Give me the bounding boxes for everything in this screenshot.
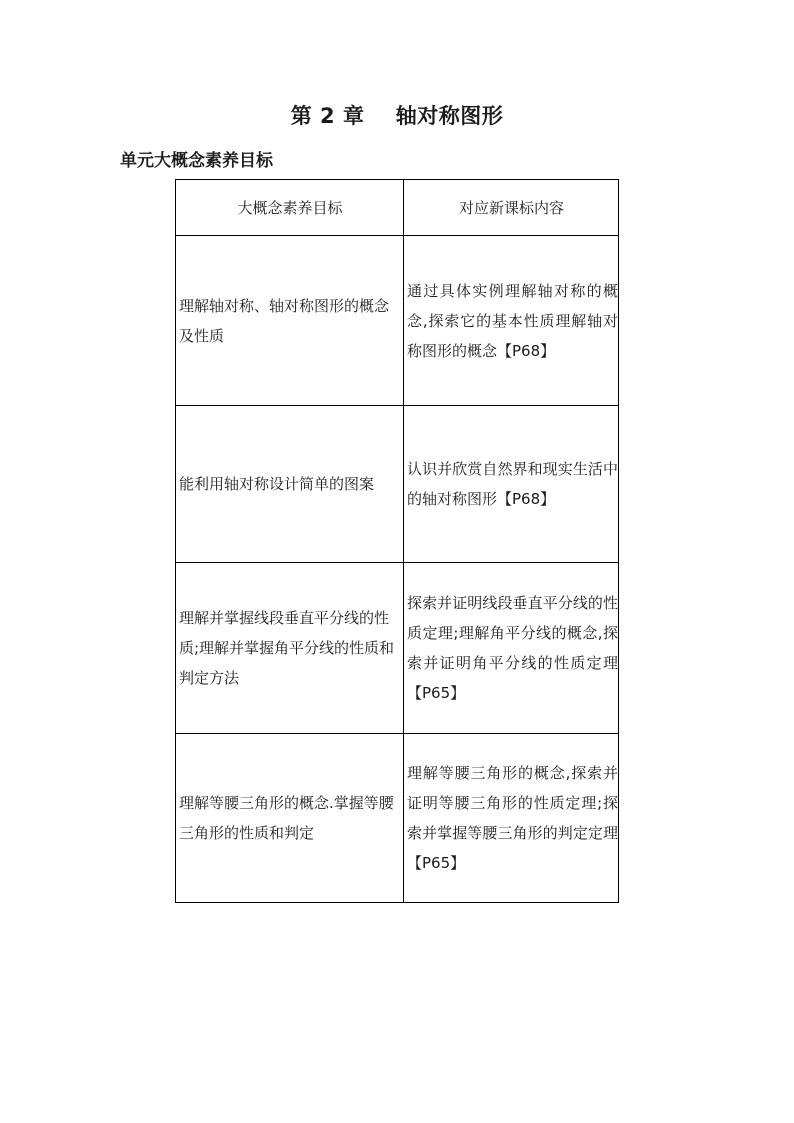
table-row (176, 236, 619, 406)
goals-table (175, 179, 619, 903)
table-row (176, 406, 619, 563)
goal-cell: 理解并掌握线段垂直平分线的性质;理解并掌握角平分线的性质和判定方法 (176, 563, 404, 734)
standard-cell: 通过具体实例理解轴对称的概念,探索它的基本性质理解轴对称图形的概念【P68】 (404, 236, 619, 406)
goal-cell: 理解轴对称、轴对称图形的概念及性质 (176, 236, 404, 406)
table-row (176, 563, 619, 734)
standard-cell: 探索并证明线段垂直平分线的性质定理;理解角平分线的概念,探索并证明角平分线的性质定理【P65】 (404, 563, 619, 734)
page-title: 第 2 章 轴对称图形 (290, 104, 504, 128)
header-standard: 对应新课标内容 (404, 180, 619, 236)
standard-cell: 理解等腰三角形的概念,探索并证明等腰三角形的性质定理;探索并掌握等腰三角形的判定定理【P65】 (404, 734, 619, 903)
goal-cell: 理解等腰三角形的概念.掌握等腰三角形的性质和判定 (176, 734, 404, 903)
goal-cell: 能利用轴对称设计简单的图案 (176, 406, 404, 563)
standard-cell: 认识并欣赏自然界和现实生活中的轴对称图形【P68】 (404, 406, 619, 563)
section-title: 单元大概念素养目标 (120, 151, 273, 171)
table-header-row (176, 180, 619, 236)
table-row (176, 734, 619, 903)
header-goal: 大概念素养目标 (176, 180, 404, 236)
